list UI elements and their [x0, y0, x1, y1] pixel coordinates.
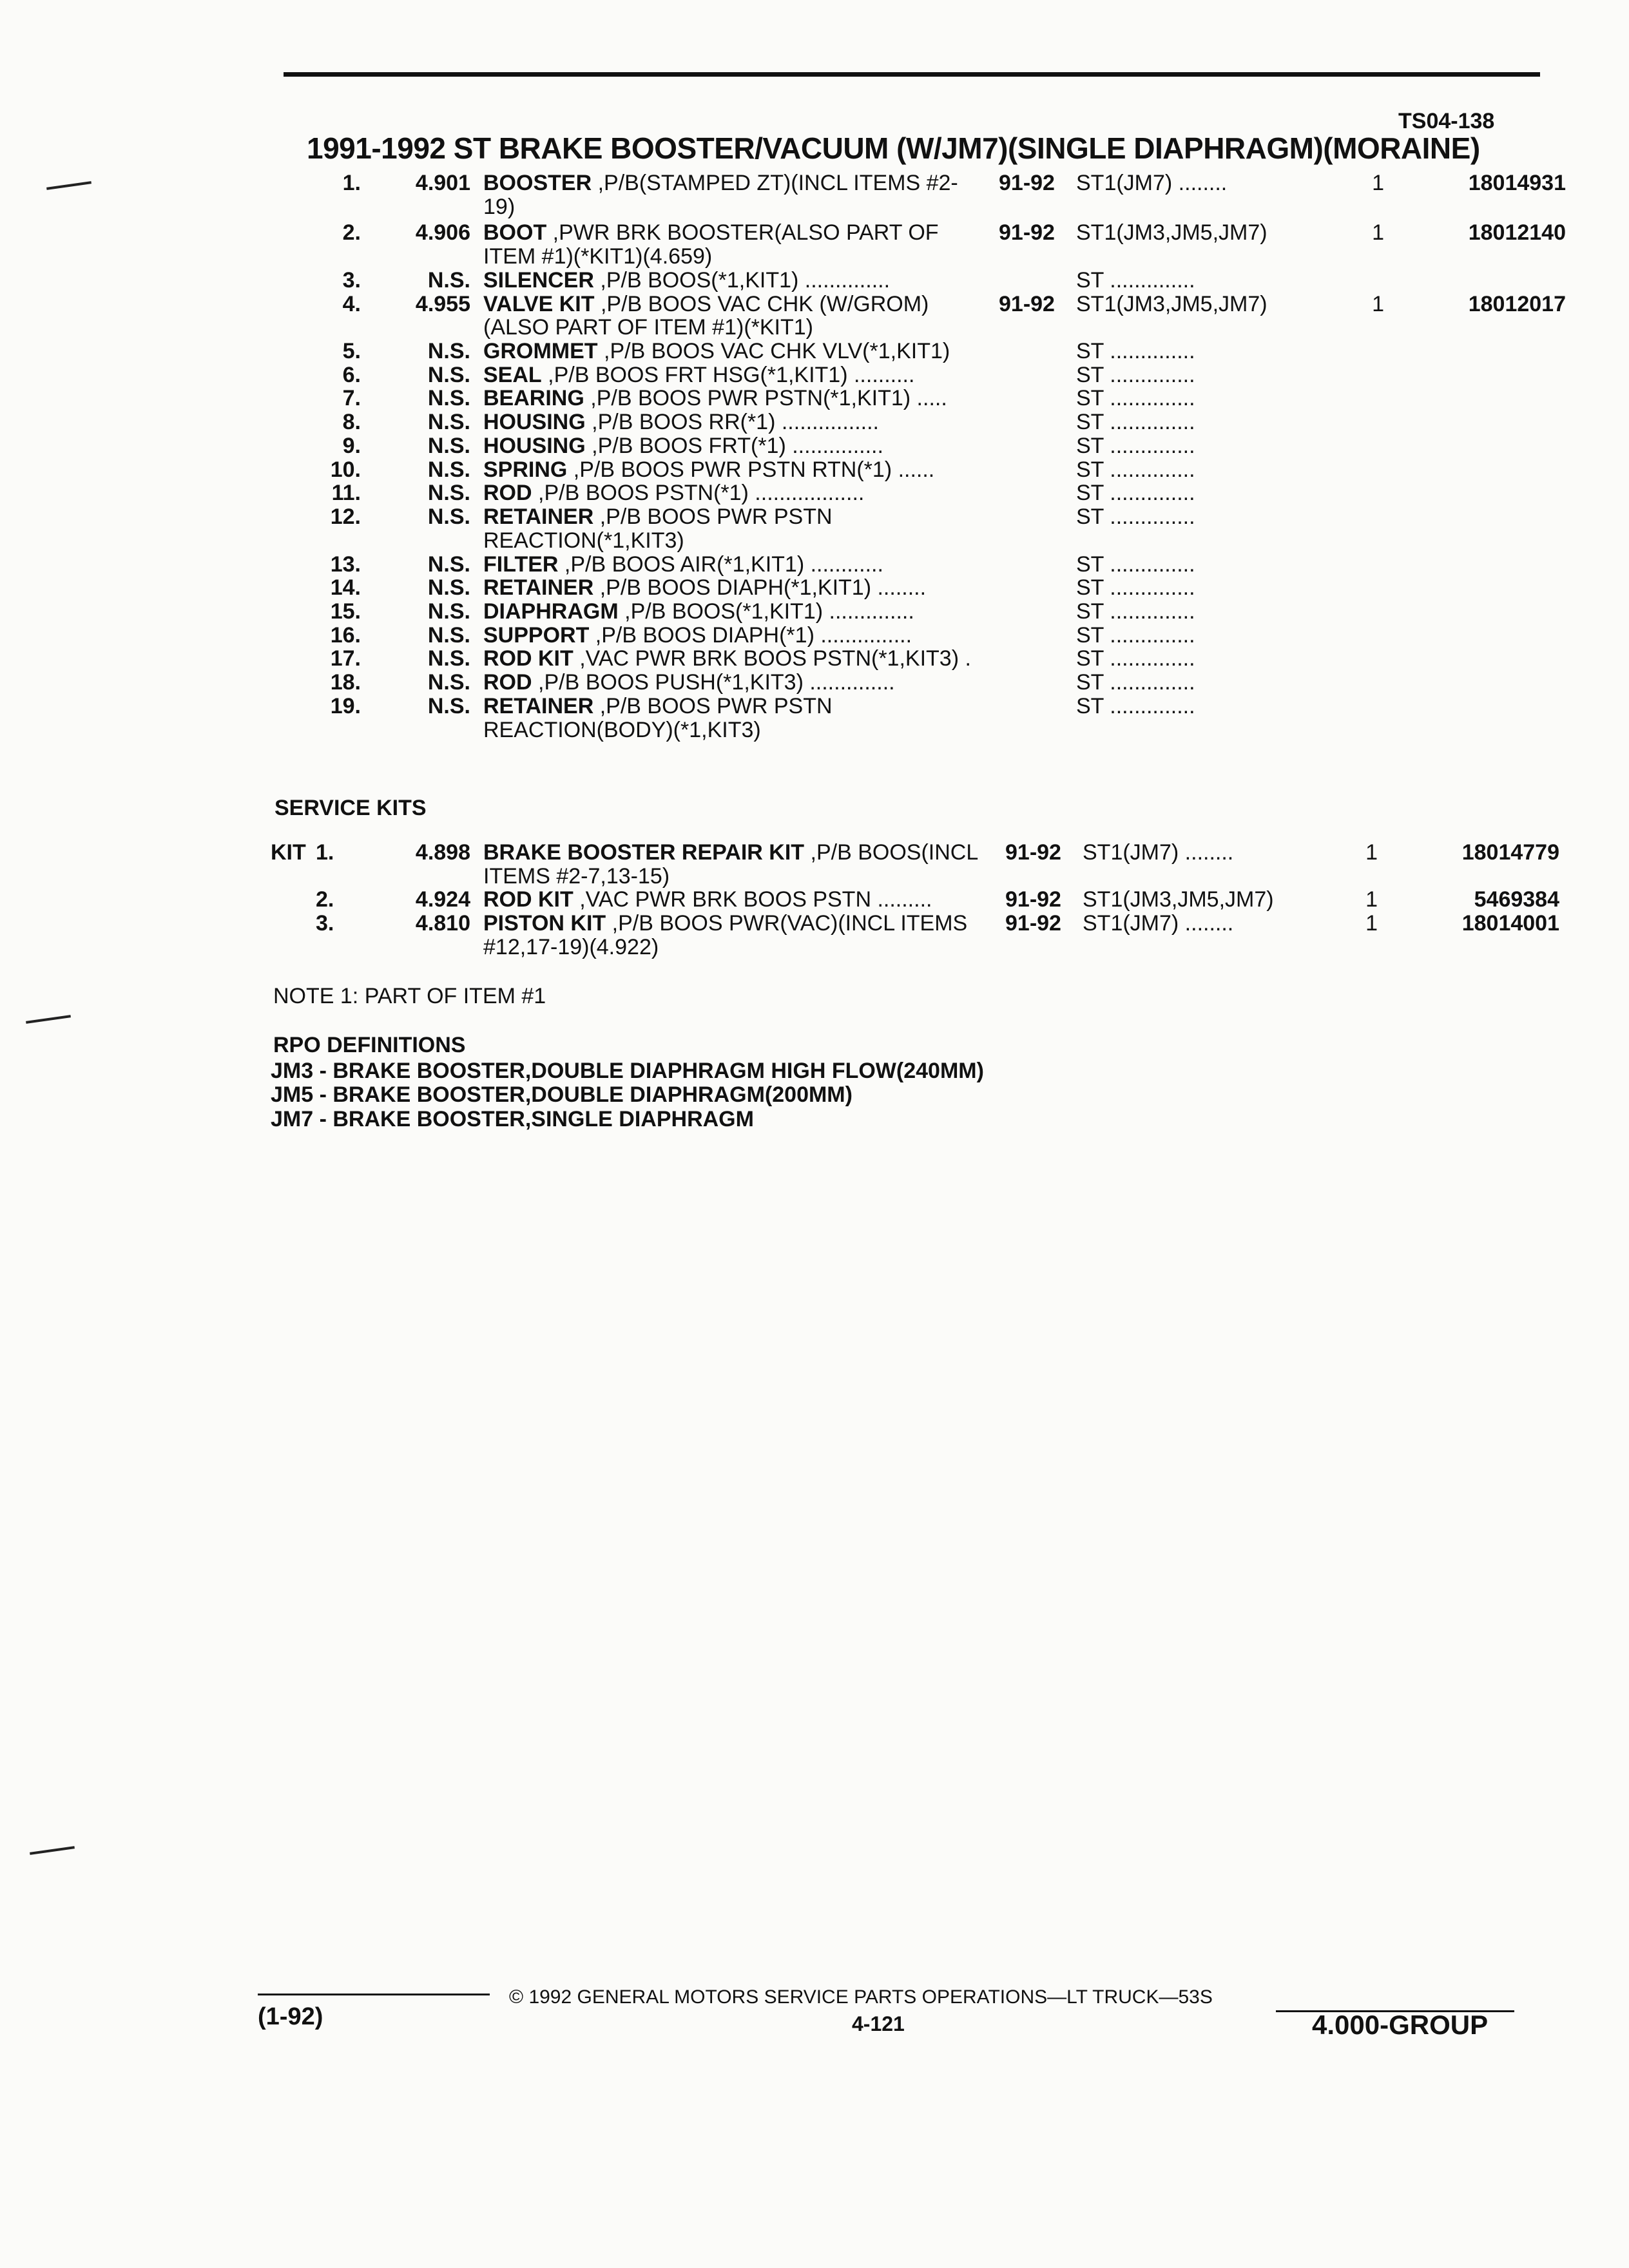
item-number: 1.: [316, 840, 334, 865]
item-description: PISTON KIT ,P/B BOOS PWR(VAC)(INCL ITEMS #12,17-19)(4.922): [483, 911, 968, 959]
part-number: 18014931: [1468, 171, 1566, 195]
kit-label: KIT: [271, 840, 306, 865]
model-code: ST ..............: [1076, 693, 1195, 718]
item-number: 11.: [331, 481, 361, 506]
item-description: ROD ,P/B BOOS PUSH(*1,KIT3) ..............: [483, 670, 895, 695]
table-row: [277, 363, 1566, 387]
item-number: 10.: [330, 457, 361, 482]
footer-copyright: © 1992 GENERAL MOTORS SERVICE PARTS OPERATIONS—LT TRUCK—53S: [509, 1986, 1213, 2008]
table-row: [277, 293, 1566, 340]
footer-group: 4.000-GROUP: [1312, 2010, 1489, 2040]
illustration-ref: N.S.: [427, 646, 470, 671]
quantity: 1: [1365, 887, 1378, 912]
part-number: 18012140: [1468, 220, 1566, 245]
item-description: ROD KIT ,VAC PWR BRK BOOS PSTN(*1,KIT3) .: [483, 646, 971, 671]
item-number: 1.: [342, 171, 361, 195]
item-description: DIAPHRAGM ,P/B BOOS(*1,KIT1) ..............: [483, 599, 914, 624]
table-row: [277, 269, 1566, 293]
quantity: 1: [1372, 291, 1384, 316]
table-row: [277, 553, 1566, 577]
item-description: RETAINER ,P/B BOOS PWR PSTN REACTION(*1,KIT3): [483, 505, 833, 553]
scan-mark: [30, 1846, 75, 1855]
model-code: ST ..............: [1076, 670, 1195, 695]
item-description: ROD ,P/B BOOS PSTN(*1) ..................: [483, 481, 865, 506]
model-code: ST ..............: [1076, 457, 1195, 482]
table-row: [277, 221, 1566, 268]
illustration-ref: N.S.: [427, 457, 470, 482]
item-description: FILTER ,P/B BOOS AIR(*1,KIT1) ............: [483, 552, 883, 577]
item-description: BRAKE BOOSTER REPAIR KIT ,P/B BOOS(INCL ITEMS #2-7,13-15): [483, 840, 979, 889]
model-code: ST ..............: [1076, 386, 1195, 411]
item-description: RETAINER ,P/B BOOS PWR PSTN REACTION(BODY)(*1,KIT3): [483, 693, 833, 742]
item-number: 16.: [330, 622, 361, 648]
rpo-line: JM5 - BRAKE BOOSTER,DOUBLE DIAPHRAGM(200MM): [271, 1082, 853, 1108]
model-code: ST ..............: [1076, 410, 1195, 435]
item-number: 3.: [316, 911, 334, 936]
illustration-ref: N.S.: [427, 670, 470, 695]
year-range: 91-92: [999, 171, 1055, 195]
model-code: ST ..............: [1076, 362, 1195, 387]
item-number: 17.: [330, 646, 361, 671]
year-range: 91-92: [999, 220, 1055, 245]
item-number: 18.: [330, 670, 361, 695]
quantity: 1: [1372, 171, 1384, 195]
item-number: 19.: [330, 693, 361, 718]
illustration-ref: N.S.: [427, 410, 470, 435]
model-code: ST1(JM3,JM5,JM7): [1076, 291, 1268, 316]
item-description: ROD KIT ,VAC PWR BRK BOOS PSTN .........: [483, 887, 932, 912]
illustration-ref: N.S.: [427, 481, 470, 506]
item-description: SILENCER ,P/B BOOS(*1,KIT1) ..............: [483, 267, 891, 293]
rpo-line: JM7 - BRAKE BOOSTER,SINGLE DIAPHRAGM: [271, 1106, 754, 1131]
quantity: 1: [1365, 911, 1378, 936]
table-row: [277, 624, 1566, 648]
page-number: 4-121: [852, 2012, 905, 2035]
model-code: ST1(JM7) ........: [1076, 171, 1228, 195]
item-description: HOUSING ,P/B BOOS RR(*1) ................: [483, 410, 880, 435]
item-number: 3.: [342, 267, 361, 293]
model-code: ST1(JM3,JM5,JM7): [1076, 220, 1268, 245]
parts-table: [277, 171, 1566, 742]
model-code: ST ..............: [1076, 575, 1195, 601]
item-number: 4.: [342, 291, 361, 316]
rpo-definitions: [271, 1059, 984, 1131]
item-number: 8.: [342, 410, 361, 435]
illustration-ref: N.S.: [427, 622, 470, 648]
illustration-ref: N.S.: [427, 339, 470, 364]
table-row: [277, 695, 1566, 742]
table-row: [271, 888, 1559, 912]
rpo-line: JM3 - BRAKE BOOSTER,DOUBLE DIAPHRAGM HIGH FLOW(240MM): [271, 1059, 984, 1083]
model-code: ST ..............: [1076, 599, 1195, 624]
model-code: ST1(JM7) ........: [1083, 840, 1234, 865]
scan-mark: [26, 1015, 71, 1024]
year-range: 91-92: [999, 291, 1055, 316]
illustration-ref: N.S.: [427, 552, 470, 577]
illustration-ref: N.S.: [427, 362, 470, 387]
item-number: 9.: [342, 433, 361, 458]
model-code: ST ..............: [1076, 267, 1195, 293]
year-range: 91-92: [1005, 911, 1061, 936]
item-number: 2.: [316, 887, 334, 912]
top-rule: [284, 72, 1540, 77]
illustration-ref: 4.906: [415, 220, 470, 245]
doc-code: TS04-138: [1398, 109, 1495, 133]
table-row: [277, 671, 1566, 695]
model-code: ST ..............: [1076, 481, 1195, 506]
table-row: [271, 841, 1559, 888]
table-row: [277, 481, 1566, 505]
item-number: 7.: [342, 386, 361, 411]
part-number: 18012017: [1468, 291, 1566, 316]
part-number: 5469384: [1474, 887, 1559, 912]
model-code: ST ..............: [1076, 646, 1195, 671]
illustration-ref: N.S.: [427, 505, 470, 530]
item-number: 15.: [330, 599, 361, 624]
table-row: [277, 647, 1566, 671]
table-row: [277, 387, 1566, 410]
model-code: ST ..............: [1076, 505, 1195, 530]
table-row: [277, 410, 1566, 434]
part-number: 18014779: [1461, 840, 1559, 865]
table-row: [277, 600, 1566, 624]
illustration-ref: N.S.: [427, 693, 470, 718]
table-row: [277, 434, 1566, 458]
rpo-heading: RPO DEFINITIONS: [273, 1033, 466, 1057]
model-code: ST1(JM7) ........: [1083, 911, 1234, 936]
item-number: 14.: [330, 575, 361, 601]
model-code: ST ..............: [1076, 433, 1195, 458]
item-description: GROMMET ,P/B BOOS VAC CHK VLV(*1,KIT1): [483, 339, 950, 364]
item-number: 12.: [330, 505, 361, 530]
scan-mark: [46, 181, 92, 190]
illustration-ref: N.S.: [427, 267, 470, 293]
item-number: 6.: [342, 362, 361, 387]
table-row: [277, 505, 1566, 552]
quantity: 1: [1372, 220, 1384, 245]
model-code: ST ..............: [1076, 622, 1195, 648]
item-description: BOOT ,PWR BRK BOOSTER(ALSO PART OF ITEM #1)(*KIT1)(4.659): [483, 220, 939, 269]
illustration-ref: 4.955: [415, 291, 470, 316]
item-number: 5.: [342, 339, 361, 364]
page-title: 1991-1992 ST BRAKE BOOSTER/VACUUM (W/JM7)(SINGLE DIAPHRAGM)(MORAINE): [307, 131, 1480, 165]
illustration-ref: 4.901: [415, 171, 470, 195]
item-description: BOOSTER ,P/B(STAMPED ZT)(INCL ITEMS #2- 19): [483, 171, 958, 219]
item-description: BEARING ,P/B BOOS PWR PSTN(*1,KIT1) .....: [483, 386, 947, 411]
model-code: ST ..............: [1076, 552, 1195, 577]
item-description: SUPPORT ,P/B BOOS DIAPH(*1) ...............: [483, 622, 912, 648]
footer-date: (1-92): [258, 2003, 323, 2030]
illustration-ref: 4.898: [415, 840, 470, 865]
item-number: 13.: [330, 552, 361, 577]
item-description: HOUSING ,P/B BOOS FRT(*1) ...............: [483, 433, 883, 458]
illustration-ref: N.S.: [427, 575, 470, 601]
quantity: 1: [1365, 840, 1378, 865]
model-code: ST ..............: [1076, 339, 1195, 364]
illustration-ref: 4.924: [415, 887, 470, 912]
illustration-ref: N.S.: [427, 433, 470, 458]
table-row: [277, 576, 1566, 600]
year-range: 91-92: [1005, 887, 1061, 912]
table-row: [277, 171, 1566, 218]
item-description: RETAINER ,P/B BOOS DIAPH(*1,KIT1) ........: [483, 575, 927, 601]
item-description: VALVE KIT ,P/B BOOS VAC CHK (W/GROM) (ALSO PART OF ITEM #1)(*KIT1): [483, 291, 929, 340]
item-description: SPRING ,P/B BOOS PWR PSTN RTN(*1) ......: [483, 457, 935, 482]
part-number: 18014001: [1461, 911, 1559, 936]
footer-rule-left: [258, 1994, 490, 1995]
illustration-ref: N.S.: [427, 599, 470, 624]
item-description: SEAL ,P/B BOOS FRT HSG(*1,KIT1) ..........: [483, 362, 915, 387]
table-row: [271, 912, 1559, 959]
year-range: 91-92: [1005, 840, 1061, 865]
item-number: 2.: [342, 220, 361, 245]
illustration-ref: 4.810: [415, 911, 470, 936]
service-kits-heading: SERVICE KITS: [275, 796, 427, 820]
service-kits-table: [271, 841, 1559, 959]
illustration-ref: N.S.: [427, 386, 470, 411]
table-row: [277, 458, 1566, 482]
note: NOTE 1: PART OF ITEM #1: [273, 984, 546, 1008]
model-code: ST1(JM3,JM5,JM7): [1083, 887, 1274, 912]
table-row: [277, 340, 1566, 363]
